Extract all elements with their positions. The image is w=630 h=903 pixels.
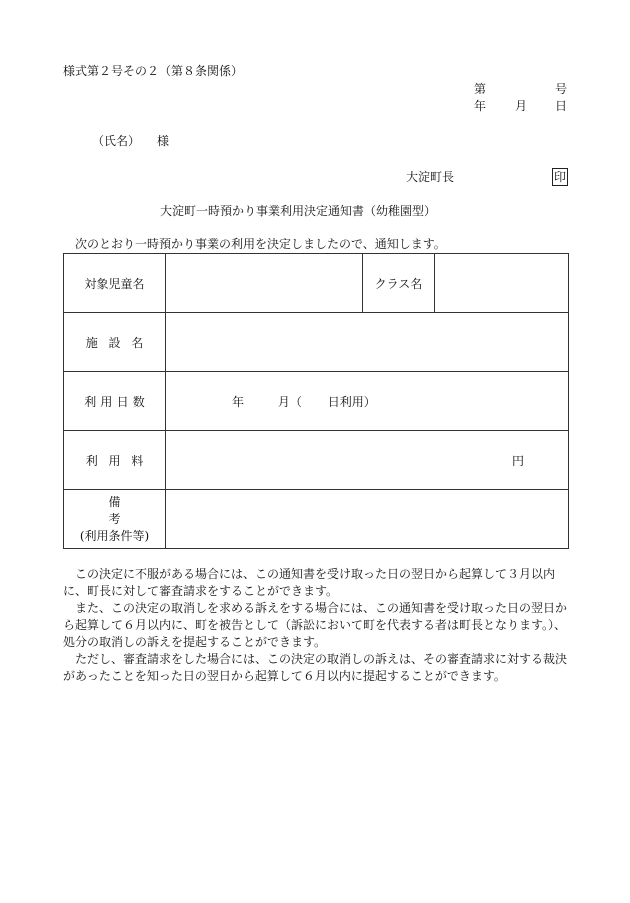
fee-unit: 円 (511, 453, 524, 468)
child-name-value (166, 254, 363, 313)
addressee-honorific: 様 (157, 134, 170, 148)
table-row (64, 490, 569, 549)
notes-section (63, 566, 573, 685)
remarks-label-cell (64, 490, 166, 549)
facility-value (166, 313, 569, 372)
table-row (64, 254, 569, 313)
note-paragraph: ただし、審査請求をした場合には、この決定の取消しの訴えは、その審査請求に対する裁決があったことを知った日の翌日から起算して６月以内に提起することができます。 (63, 652, 568, 683)
fee-label: 利用料 (64, 431, 166, 490)
form-number: 様式第２号その２（第８条関係） (63, 64, 244, 78)
facility-label: 施設名 (64, 313, 166, 372)
date-day: 日 (555, 99, 568, 113)
number-prefix: 第 (474, 82, 487, 96)
remarks-label: 備考 (108, 494, 152, 526)
table-row (64, 372, 569, 431)
addressee-name-label: （氏名） (92, 134, 141, 148)
class-label: クラス名 (363, 254, 435, 313)
date-year: 年 (474, 99, 487, 113)
class-value (435, 254, 569, 313)
number-suffix: 号 (555, 82, 568, 96)
date-month: 月 (515, 99, 528, 113)
remarks-value (166, 490, 569, 549)
days-year: 年 (232, 394, 245, 409)
days-label: 利用日数 (64, 372, 166, 431)
days-value (166, 372, 569, 431)
seal-mark: 印 (553, 170, 566, 184)
days-month: 月（ (277, 394, 302, 409)
table-row (64, 313, 569, 372)
intro-text: 次のとおり一時預かり事業の利用を決定しましたので、通知します。 (75, 237, 446, 251)
document-title: 大淀町一時預かり事業利用決定通知書（幼稚園型） (160, 204, 437, 218)
fee-value (166, 431, 569, 490)
table-row (64, 431, 569, 490)
issuer-name: 大淀町長 (406, 170, 455, 184)
child-name-label: 対象児童名 (64, 254, 166, 313)
decision-table (63, 253, 569, 549)
note-paragraph: また、この決定の取消しを求める訴えをする場合には、この通知書を受け取った日の翌日から起算して６月以内に、町を被告として（訴訟において町を代表する者は町長となります。）、処分の取消しの訴えを提起することができます。 (63, 601, 568, 649)
note-paragraph: この決定に不服がある場合には、この通知書を受け取った日の翌日から起算して３月以内に、町長に対して審査請求をすることができます。 (63, 567, 556, 598)
days-count: 日利用） (327, 394, 376, 409)
remarks-sublabel: (利用条件等) (79, 528, 150, 543)
